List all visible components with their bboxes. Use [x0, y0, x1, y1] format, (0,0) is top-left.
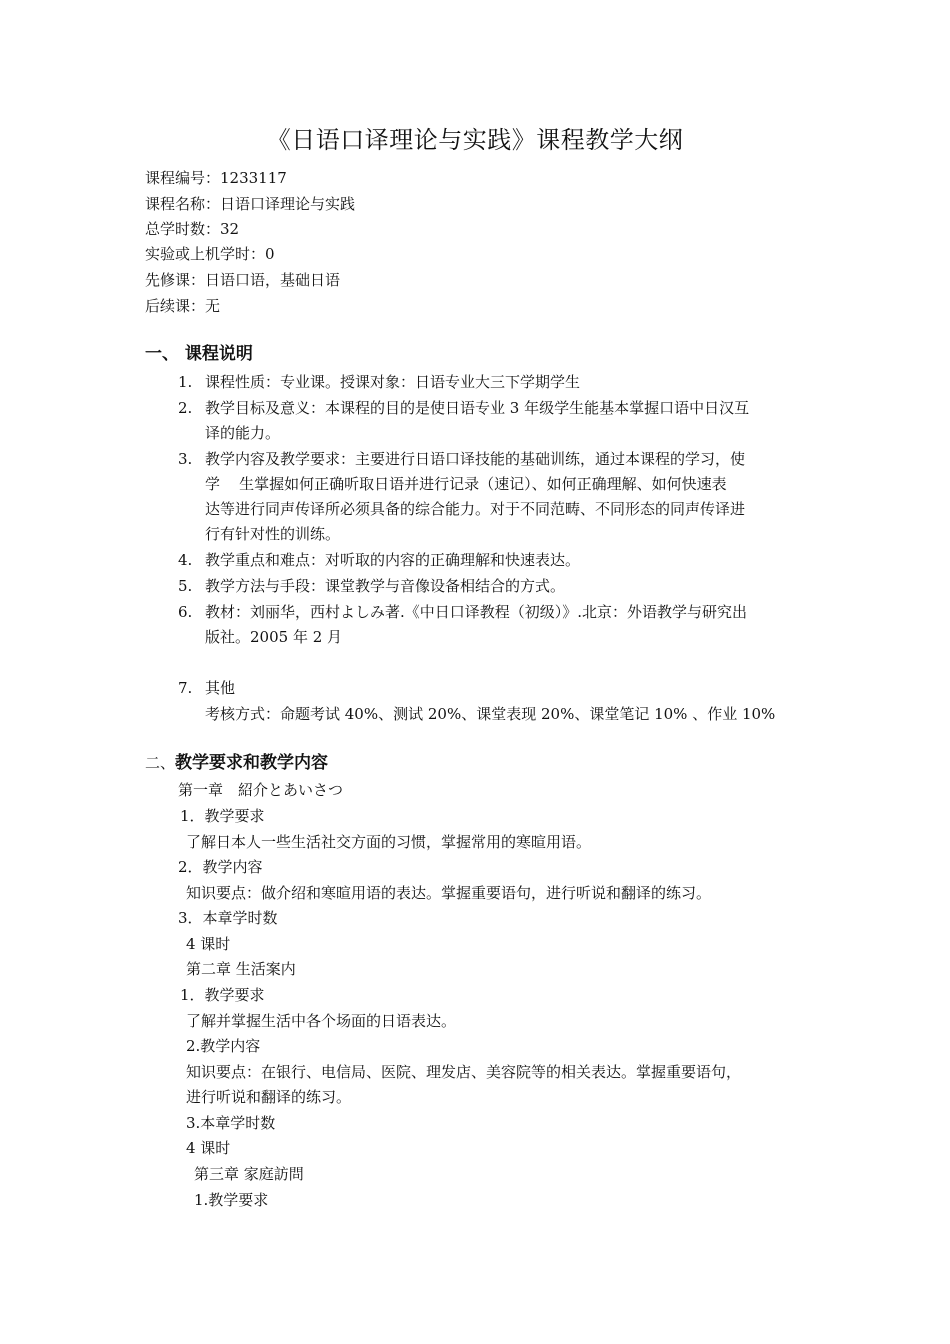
list-item-number: 7. [178, 679, 193, 697]
list-item-text: 教学内容及教学要求：主要进行日语口译技能的基础训练，通过本课程的学习，使 [205, 450, 746, 468]
list-item-number: 6. [178, 603, 193, 621]
course-name: 课程名称：日语口译理论与实践 [145, 195, 356, 213]
chapter-2-req-text: 了解并掌握生活中各个场面的日语表达。 [186, 1012, 457, 1030]
chapter-2-hours-label: 3.本章学时数 [186, 1114, 276, 1132]
section-1-heading: 一、 课程说明 [145, 344, 253, 364]
list-item-number: 3. [178, 450, 193, 468]
list-item [178, 398, 749, 418]
chapter-1-content-label: 2．教学内容 [178, 858, 263, 876]
list-item [178, 449, 745, 469]
list-item-continuation: 学 生掌握如何正确听取日语并进行记录（速记）、如何正确理解、如何快速表 [205, 475, 727, 493]
list-item [178, 678, 235, 698]
chapter-3-title: 第三章 家庭訪問 [194, 1165, 304, 1183]
chapter-1-hours-value: 4 课时 [186, 935, 231, 953]
document-title: 《日语口译理论与实践》课程教学大纲 [266, 126, 684, 154]
chapter-1-req-label: 1．教学要求 [180, 807, 265, 825]
lab-hours: 实验或上机学时：0 [145, 245, 275, 263]
section-2-prefix: 二、 [145, 754, 176, 772]
chapter-2-hours-value: 4 课时 [186, 1139, 231, 1157]
list-item-text: 教学方法与手段：课堂教学与音像设备相结合的方式。 [205, 577, 566, 595]
list-item-number: 5. [178, 577, 193, 595]
list-item [178, 602, 747, 622]
chapter-1-title: 第一章 紹介とあいさつ [178, 781, 344, 799]
chapter-1-req-text: 了解日本人一些生活社交方面的习惯，掌握常用的寒暄用语。 [186, 833, 592, 851]
followup-course: 后续课：无 [145, 297, 221, 315]
section-2-title: 教学要求和教学内容 [175, 753, 329, 773]
course-code: 课程编号：1233117 [145, 169, 287, 187]
section-2-heading [145, 753, 328, 773]
chapter-2-title: 第二章 生活案内 [186, 960, 296, 978]
list-item-text: 其他 [205, 679, 236, 697]
list-item [178, 576, 565, 596]
chapter-2-content-text-cont: 进行听说和翻译的练习。 [186, 1088, 352, 1106]
chapter-3-req-label: 1.教学要求 [194, 1191, 269, 1209]
chapter-1-content-text: 知识要点：做介绍和寒暄用语的表达。掌握重要语句，进行听说和翻译的练习。 [186, 884, 712, 902]
list-item [178, 550, 580, 570]
list-item-text: 课程性质：专业课。授课对象：日语专业大三下学期学生 [205, 373, 581, 391]
list-item-number: 2. [178, 399, 193, 417]
list-item-continuation: 达等进行同声传译所必须具备的综合能力。对于不同范畴、不同形态的同声传译进 [205, 500, 746, 518]
list-item-continuation: 译的能力。 [205, 424, 281, 442]
list-item-continuation: 版社。2005 年 2 月 [205, 628, 343, 646]
total-hours: 总学时数：32 [145, 220, 240, 238]
chapter-2-req-label: 1．教学要求 [180, 986, 265, 1004]
list-item-text: 教学目标及意义：本课程的目的是使日语专业 3 年级学生能基本掌握口语中日汉互 [205, 399, 750, 417]
chapter-2-content-text: 知识要点：在银行、电信局、医院、理发店、美容院等的相关表达。掌握重要语句， [186, 1063, 742, 1081]
chapter-1-hours-label: 3．本章学时数 [178, 909, 278, 927]
list-item [178, 372, 580, 392]
assessment-method: 考核方式：命题考试 40%、测试 20%、课堂表现 20%、课堂笔记 10% 、作业 10% [205, 705, 776, 723]
list-item-number: 1. [178, 373, 193, 391]
list-item-continuation: 行有针对性的训练。 [205, 525, 341, 543]
chapter-2-content-label: 2.教学内容 [186, 1037, 261, 1055]
prerequisite-course: 先修课：日语口语，基础日语 [145, 271, 341, 289]
list-item-text: 教学重点和难点：对听取的内容的正确理解和快速表达。 [205, 551, 581, 569]
list-item-text: 教材：刘丽华，西村よしみ著.《中日口译教程（初级）》.北京：外语教学与研究出 [205, 603, 748, 621]
list-item-number: 4. [178, 551, 193, 569]
